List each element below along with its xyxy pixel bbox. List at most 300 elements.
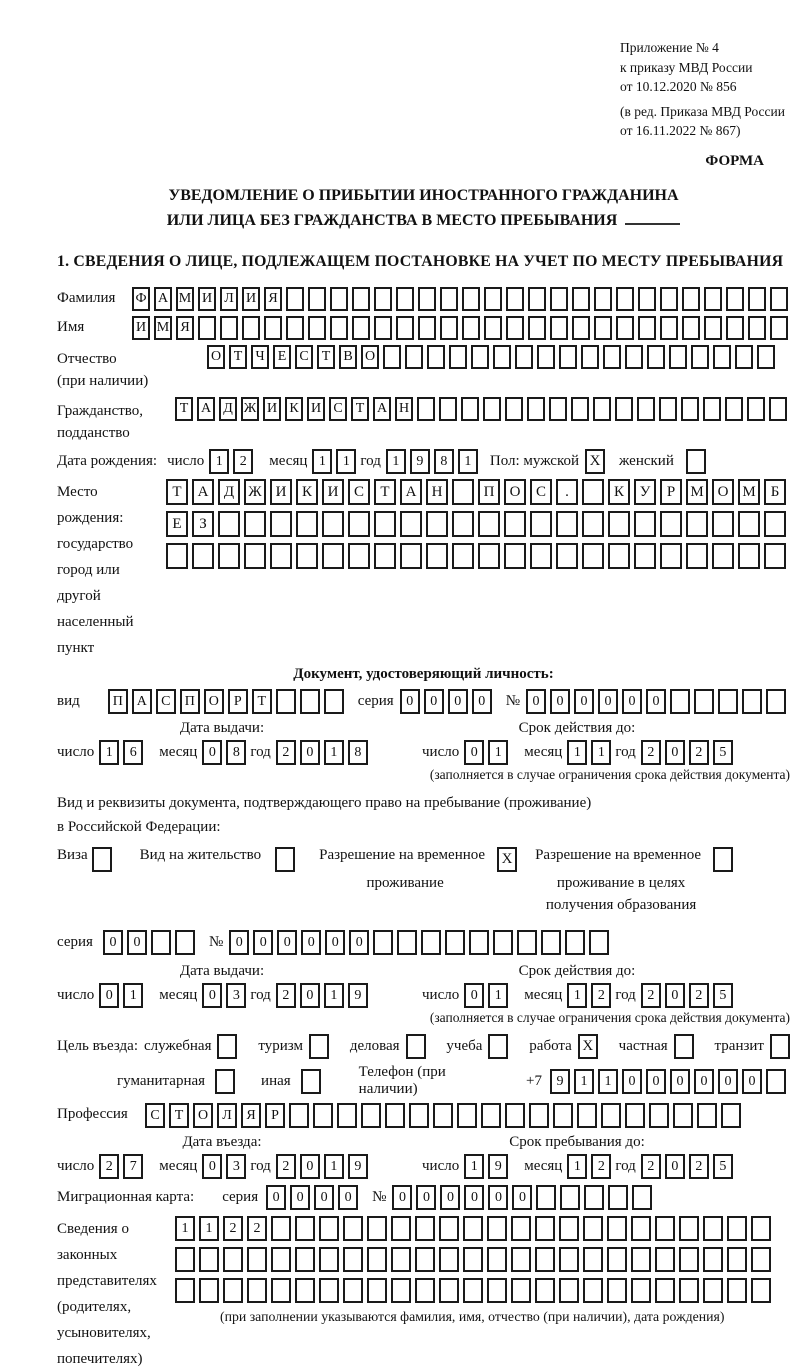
char-box[interactable] — [528, 287, 546, 311]
birth-year-input[interactable] — [386, 449, 482, 474]
char-box[interactable]: 9 — [488, 1154, 508, 1179]
char-box[interactable] — [343, 1278, 363, 1303]
char-box[interactable]: 1 — [488, 740, 508, 765]
char-box[interactable] — [726, 287, 744, 311]
char-box[interactable]: 1 — [386, 449, 406, 474]
char-box[interactable] — [536, 1185, 556, 1210]
char-box[interactable] — [637, 397, 655, 421]
char-box[interactable] — [660, 287, 678, 311]
name-input[interactable] — [132, 316, 792, 340]
char-box[interactable]: 5 — [713, 1154, 733, 1179]
option-visa-checkbox[interactable] — [92, 847, 112, 872]
residence-issue-year-input[interactable] — [276, 983, 372, 1008]
char-box[interactable]: 0 — [550, 689, 570, 714]
char-box[interactable]: И — [322, 479, 344, 505]
char-box[interactable] — [417, 397, 435, 421]
char-box[interactable] — [670, 689, 690, 714]
char-box[interactable] — [385, 1103, 405, 1128]
char-box[interactable] — [374, 543, 396, 569]
char-box[interactable] — [276, 689, 296, 714]
char-box[interactable]: Я — [264, 287, 282, 311]
surname-input[interactable] — [132, 287, 792, 311]
char-box[interactable]: 0 — [266, 1185, 286, 1210]
char-box[interactable] — [601, 1103, 621, 1128]
char-box[interactable]: 1 — [99, 740, 119, 765]
char-box[interactable] — [608, 1185, 628, 1210]
char-box[interactable] — [462, 316, 480, 340]
char-box[interactable] — [296, 511, 318, 537]
char-box[interactable] — [535, 1278, 555, 1303]
char-box[interactable] — [374, 316, 392, 340]
char-box[interactable] — [770, 287, 788, 311]
char-box[interactable]: 2 — [591, 1154, 611, 1179]
char-box[interactable]: О — [361, 345, 379, 369]
char-box[interactable]: 0 — [392, 1185, 412, 1210]
char-box[interactable] — [324, 689, 344, 714]
option-residence-permit-checkbox[interactable] — [275, 847, 295, 872]
char-box[interactable] — [572, 287, 590, 311]
char-box[interactable] — [660, 543, 682, 569]
char-box[interactable]: 0 — [202, 1154, 222, 1179]
char-box[interactable] — [682, 316, 700, 340]
char-box[interactable]: П — [180, 689, 200, 714]
char-box[interactable] — [530, 511, 552, 537]
char-box[interactable] — [469, 930, 489, 955]
char-box[interactable]: 2 — [641, 740, 661, 765]
char-box[interactable] — [703, 397, 721, 421]
char-box[interactable] — [271, 1278, 291, 1303]
birth-place-row1-input[interactable] — [166, 479, 790, 505]
char-box[interactable]: 0 — [665, 1154, 685, 1179]
char-box[interactable] — [747, 397, 765, 421]
char-box[interactable] — [487, 1216, 507, 1241]
char-box[interactable] — [751, 1216, 771, 1241]
char-box[interactable] — [735, 345, 753, 369]
char-box[interactable] — [478, 543, 500, 569]
char-box[interactable]: Л — [217, 1103, 237, 1128]
char-box[interactable] — [505, 397, 523, 421]
char-box[interactable]: К — [296, 479, 318, 505]
char-box[interactable]: К — [285, 397, 303, 421]
char-box[interactable] — [383, 345, 401, 369]
char-box[interactable]: 0 — [646, 1069, 666, 1094]
char-box[interactable] — [330, 287, 348, 311]
char-box[interactable] — [270, 543, 292, 569]
char-box[interactable] — [727, 1216, 747, 1241]
char-box[interactable] — [638, 316, 656, 340]
char-box[interactable]: Д — [219, 397, 237, 421]
char-box[interactable]: 1 — [199, 1216, 219, 1241]
char-box[interactable] — [582, 511, 604, 537]
char-box[interactable]: 0 — [229, 930, 249, 955]
char-box[interactable]: 0 — [574, 689, 594, 714]
profession-input[interactable] — [145, 1103, 745, 1128]
char-box[interactable] — [244, 511, 266, 537]
char-box[interactable] — [764, 511, 786, 537]
char-box[interactable]: 0 — [665, 740, 685, 765]
char-box[interactable] — [289, 1103, 309, 1128]
char-box[interactable]: 1 — [175, 1216, 195, 1241]
char-box[interactable]: М — [154, 316, 172, 340]
purpose-private-checkbox[interactable] — [674, 1034, 694, 1059]
char-box[interactable] — [748, 287, 766, 311]
char-box[interactable] — [660, 511, 682, 537]
char-box[interactable] — [352, 316, 370, 340]
char-box[interactable]: 2 — [641, 1154, 661, 1179]
char-box[interactable]: Т — [351, 397, 369, 421]
char-box[interactable] — [556, 511, 578, 537]
char-box[interactable] — [166, 543, 188, 569]
char-box[interactable]: 1 — [591, 740, 611, 765]
char-box[interactable] — [634, 543, 656, 569]
char-box[interactable] — [415, 1278, 435, 1303]
char-box[interactable] — [452, 543, 474, 569]
char-box[interactable]: 0 — [338, 1185, 358, 1210]
char-box[interactable]: С — [530, 479, 552, 505]
char-box[interactable]: 0 — [598, 689, 618, 714]
char-box[interactable]: 2 — [276, 983, 296, 1008]
char-box[interactable]: 8 — [226, 740, 246, 765]
char-box[interactable]: 2 — [233, 449, 253, 474]
char-box[interactable]: И — [270, 479, 292, 505]
stay-day-input[interactable] — [464, 1154, 512, 1179]
char-box[interactable]: 1 — [574, 1069, 594, 1094]
char-box[interactable] — [247, 1278, 267, 1303]
entry-day-input[interactable] — [99, 1154, 147, 1179]
char-box[interactable]: П — [108, 689, 128, 714]
char-box[interactable] — [682, 287, 700, 311]
option-temp-residence-education-checkbox[interactable] — [713, 847, 733, 872]
char-box[interactable] — [449, 345, 467, 369]
residence-issue-month-input[interactable] — [202, 983, 250, 1008]
char-box[interactable]: 0 — [349, 930, 369, 955]
char-box[interactable] — [742, 689, 762, 714]
char-box[interactable] — [541, 930, 561, 955]
char-box[interactable] — [679, 1247, 699, 1272]
char-box[interactable] — [738, 543, 760, 569]
purpose-work-checkbox[interactable]: X — [578, 1034, 598, 1059]
char-box[interactable]: Т — [374, 479, 396, 505]
char-box[interactable] — [374, 511, 396, 537]
char-box[interactable]: 0 — [665, 983, 685, 1008]
char-box[interactable]: Е — [166, 511, 188, 537]
purpose-official-checkbox[interactable] — [217, 1034, 237, 1059]
purpose-study-checkbox[interactable] — [488, 1034, 508, 1059]
char-box[interactable]: 6 — [123, 740, 143, 765]
char-box[interactable] — [439, 1278, 459, 1303]
char-box[interactable] — [607, 1216, 627, 1241]
char-box[interactable]: 0 — [277, 930, 297, 955]
char-box[interactable] — [535, 1247, 555, 1272]
char-box[interactable]: 3 — [226, 1154, 246, 1179]
char-box[interactable]: О — [207, 345, 225, 369]
char-box[interactable] — [603, 345, 621, 369]
char-box[interactable] — [694, 689, 714, 714]
char-box[interactable]: И — [198, 287, 216, 311]
char-box[interactable] — [484, 316, 502, 340]
char-box[interactable]: 9 — [410, 449, 430, 474]
char-box[interactable] — [361, 1103, 381, 1128]
char-box[interactable] — [415, 1216, 435, 1241]
char-box[interactable] — [295, 1278, 315, 1303]
char-box[interactable]: 0 — [472, 689, 492, 714]
char-box[interactable] — [679, 1216, 699, 1241]
char-box[interactable] — [655, 1247, 675, 1272]
char-box[interactable] — [397, 930, 417, 955]
char-box[interactable] — [487, 1247, 507, 1272]
char-box[interactable] — [391, 1216, 411, 1241]
char-box[interactable] — [559, 345, 577, 369]
char-box[interactable]: О — [204, 689, 224, 714]
char-box[interactable] — [471, 345, 489, 369]
char-box[interactable] — [550, 316, 568, 340]
char-box[interactable] — [439, 1216, 459, 1241]
residence-number-input[interactable] — [229, 930, 613, 955]
char-box[interactable]: Т — [166, 479, 188, 505]
char-box[interactable] — [766, 689, 786, 714]
char-box[interactable] — [560, 1185, 580, 1210]
char-box[interactable]: 0 — [646, 689, 666, 714]
char-box[interactable]: 0 — [464, 983, 484, 1008]
char-box[interactable] — [220, 316, 238, 340]
char-box[interactable] — [537, 345, 555, 369]
char-box[interactable] — [198, 316, 216, 340]
char-box[interactable] — [337, 1103, 357, 1128]
char-box[interactable]: И — [263, 397, 281, 421]
char-box[interactable] — [352, 287, 370, 311]
purpose-tourism-checkbox[interactable] — [309, 1034, 329, 1059]
char-box[interactable] — [504, 543, 526, 569]
char-box[interactable]: 0 — [742, 1069, 762, 1094]
char-box[interactable] — [529, 1103, 549, 1128]
char-box[interactable]: Ж — [244, 479, 266, 505]
char-box[interactable]: П — [478, 479, 500, 505]
char-box[interactable]: 0 — [670, 1069, 690, 1094]
entry-month-input[interactable] — [202, 1154, 250, 1179]
char-box[interactable]: 1 — [598, 1069, 618, 1094]
char-box[interactable] — [703, 1247, 723, 1272]
char-box[interactable] — [426, 543, 448, 569]
char-box[interactable] — [550, 287, 568, 311]
char-box[interactable] — [199, 1278, 219, 1303]
char-box[interactable]: 9 — [348, 1154, 368, 1179]
char-box[interactable]: Я — [241, 1103, 261, 1128]
char-box[interactable] — [244, 543, 266, 569]
doc-series-input[interactable] — [400, 689, 496, 714]
char-box[interactable]: С — [348, 479, 370, 505]
char-box[interactable]: Я — [176, 316, 194, 340]
char-box[interactable] — [373, 930, 393, 955]
char-box[interactable] — [405, 345, 423, 369]
migration-series-input[interactable] — [266, 1185, 362, 1210]
char-box[interactable] — [308, 316, 326, 340]
char-box[interactable] — [659, 397, 677, 421]
char-box[interactable] — [439, 397, 457, 421]
char-box[interactable] — [757, 345, 775, 369]
char-box[interactable]: Р — [265, 1103, 285, 1128]
char-box[interactable] — [660, 316, 678, 340]
char-box[interactable]: 0 — [325, 930, 345, 955]
char-box[interactable]: 2 — [689, 740, 709, 765]
char-box[interactable] — [704, 316, 722, 340]
doc-kind-input[interactable] — [108, 689, 348, 714]
purpose-humanitarian-checkbox[interactable] — [215, 1069, 235, 1094]
char-box[interactable]: Р — [228, 689, 248, 714]
char-box[interactable]: О — [193, 1103, 213, 1128]
char-box[interactable] — [631, 1278, 651, 1303]
char-box[interactable] — [727, 1278, 747, 1303]
char-box[interactable] — [583, 1216, 603, 1241]
char-box[interactable] — [556, 543, 578, 569]
char-box[interactable]: У — [634, 479, 656, 505]
char-box[interactable]: 0 — [202, 740, 222, 765]
char-box[interactable] — [400, 511, 422, 537]
char-box[interactable]: М — [686, 479, 708, 505]
char-box[interactable] — [343, 1247, 363, 1272]
residence-valid-day-input[interactable] — [464, 983, 512, 1008]
char-box[interactable]: В — [339, 345, 357, 369]
char-box[interactable] — [634, 511, 656, 537]
char-box[interactable]: Л — [220, 287, 238, 311]
char-box[interactable] — [594, 287, 612, 311]
patronymic-input[interactable] — [207, 345, 779, 369]
char-box[interactable]: 1 — [324, 1154, 344, 1179]
char-box[interactable] — [493, 345, 511, 369]
purpose-business-checkbox[interactable] — [406, 1034, 426, 1059]
char-box[interactable] — [367, 1247, 387, 1272]
char-box[interactable]: 9 — [550, 1069, 570, 1094]
char-box[interactable] — [559, 1216, 579, 1241]
char-box[interactable] — [199, 1247, 219, 1272]
char-box[interactable]: 0 — [301, 930, 321, 955]
char-box[interactable] — [583, 1278, 603, 1303]
char-box[interactable] — [679, 1278, 699, 1303]
char-box[interactable] — [391, 1278, 411, 1303]
char-box[interactable]: М — [176, 287, 194, 311]
char-box[interactable] — [427, 345, 445, 369]
char-box[interactable]: И — [242, 287, 260, 311]
residence-valid-year-input[interactable] — [641, 983, 737, 1008]
char-box[interactable]: И — [307, 397, 325, 421]
char-box[interactable] — [396, 287, 414, 311]
char-box[interactable]: 0 — [488, 1185, 508, 1210]
residence-issue-day-input[interactable] — [99, 983, 147, 1008]
char-box[interactable]: Н — [395, 397, 413, 421]
char-box[interactable]: 9 — [348, 983, 368, 1008]
char-box[interactable]: 2 — [223, 1216, 243, 1241]
char-box[interactable]: 3 — [226, 983, 246, 1008]
char-box[interactable] — [242, 316, 260, 340]
char-box[interactable]: 5 — [713, 983, 733, 1008]
char-box[interactable] — [751, 1278, 771, 1303]
representatives-row1-input[interactable] — [175, 1216, 775, 1241]
residence-series-input[interactable] — [103, 930, 199, 955]
char-box[interactable] — [462, 287, 480, 311]
char-box[interactable] — [703, 1278, 723, 1303]
char-box[interactable]: 5 — [713, 740, 733, 765]
char-box[interactable] — [463, 1278, 483, 1303]
char-box[interactable]: 0 — [300, 740, 320, 765]
char-box[interactable] — [504, 511, 526, 537]
char-box[interactable] — [559, 1247, 579, 1272]
char-box[interactable]: Т — [317, 345, 335, 369]
char-box[interactable] — [559, 1278, 579, 1303]
char-box[interactable]: А — [197, 397, 215, 421]
char-box[interactable] — [713, 345, 731, 369]
char-box[interactable] — [308, 287, 326, 311]
char-box[interactable] — [151, 930, 171, 955]
char-box[interactable] — [348, 511, 370, 537]
char-box[interactable] — [270, 511, 292, 537]
char-box[interactable] — [264, 316, 282, 340]
char-box[interactable]: Т — [169, 1103, 189, 1128]
char-box[interactable] — [608, 511, 630, 537]
char-box[interactable] — [223, 1247, 243, 1272]
char-box[interactable] — [175, 1278, 195, 1303]
char-box[interactable]: 1 — [488, 983, 508, 1008]
char-box[interactable] — [751, 1247, 771, 1272]
char-box[interactable]: Т — [175, 397, 193, 421]
char-box[interactable]: 2 — [641, 983, 661, 1008]
char-box[interactable]: С — [295, 345, 313, 369]
char-box[interactable]: 0 — [127, 930, 147, 955]
char-box[interactable]: 7 — [123, 1154, 143, 1179]
char-box[interactable] — [686, 543, 708, 569]
char-box[interactable]: Д — [218, 479, 240, 505]
char-box[interactable] — [704, 287, 722, 311]
char-box[interactable]: 1 — [567, 740, 587, 765]
char-box[interactable]: 2 — [689, 1154, 709, 1179]
char-box[interactable] — [718, 689, 738, 714]
char-box[interactable] — [571, 397, 589, 421]
char-box[interactable]: 0 — [464, 740, 484, 765]
char-box[interactable] — [484, 287, 502, 311]
char-box[interactable] — [418, 287, 436, 311]
char-box[interactable] — [483, 397, 501, 421]
char-box[interactable] — [616, 316, 634, 340]
char-box[interactable]: 0 — [99, 983, 119, 1008]
char-box[interactable]: 0 — [400, 689, 420, 714]
char-box[interactable] — [223, 1278, 243, 1303]
char-box[interactable] — [565, 930, 585, 955]
char-box[interactable] — [396, 316, 414, 340]
char-box[interactable] — [515, 345, 533, 369]
char-box[interactable] — [295, 1216, 315, 1241]
char-box[interactable] — [175, 1247, 195, 1272]
char-box[interactable] — [506, 287, 524, 311]
char-box[interactable] — [433, 1103, 453, 1128]
char-box[interactable]: О — [712, 479, 734, 505]
char-box[interactable]: 0 — [440, 1185, 460, 1210]
stay-year-input[interactable] — [641, 1154, 737, 1179]
char-box[interactable] — [517, 930, 537, 955]
char-box[interactable] — [313, 1103, 333, 1128]
char-box[interactable] — [582, 479, 604, 505]
char-box[interactable] — [286, 287, 304, 311]
char-box[interactable] — [271, 1247, 291, 1272]
entry-year-input[interactable] — [276, 1154, 372, 1179]
char-box[interactable]: 0 — [718, 1069, 738, 1094]
char-box[interactable] — [192, 543, 214, 569]
char-box[interactable] — [530, 543, 552, 569]
char-box[interactable] — [426, 511, 448, 537]
char-box[interactable] — [348, 543, 370, 569]
char-box[interactable]: 0 — [622, 1069, 642, 1094]
char-box[interactable] — [572, 316, 590, 340]
char-box[interactable]: 0 — [300, 983, 320, 1008]
char-box[interactable] — [721, 1103, 741, 1128]
char-box[interactable]: 0 — [103, 930, 123, 955]
